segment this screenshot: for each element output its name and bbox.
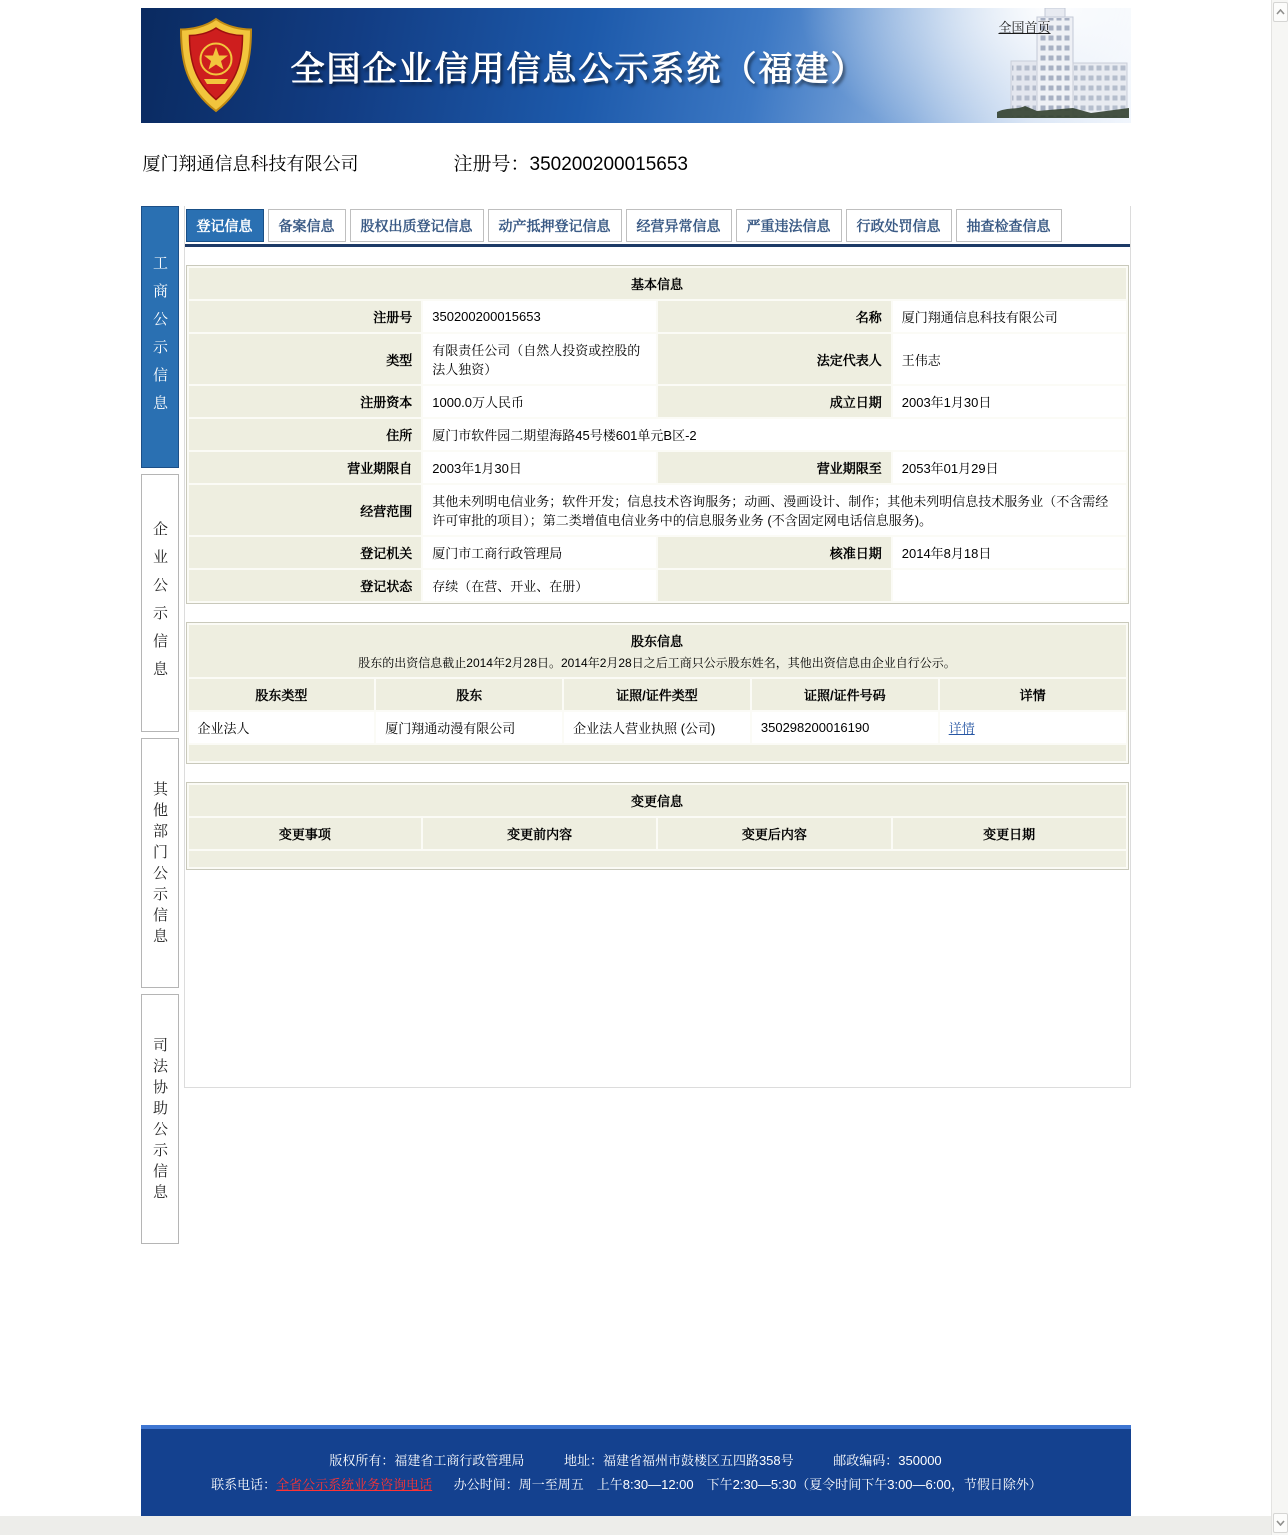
table-row: [189, 570, 1126, 601]
label-name: 名称: [658, 301, 891, 332]
empty-footer-cell: [189, 745, 1126, 761]
table-header-row: [189, 679, 1126, 710]
header-cert-no: 证照/证件号码: [752, 679, 938, 710]
tab-underline: [185, 244, 1130, 247]
table-empty-row: [189, 851, 1126, 867]
value-reg-no: 350200200015653: [423, 301, 656, 332]
table-row: [189, 712, 1126, 743]
shareholder-name: 厦门翔通动漫有限公司: [376, 712, 562, 743]
value-approval-date: 2014年8月18日: [893, 537, 1126, 568]
table-row: [189, 386, 1126, 417]
sidebar-item-qiye-gongshi[interactable]: 企业公示信息: [141, 474, 179, 732]
footer-consult-phone-link[interactable]: 全省公示系统业务咨询电话: [276, 1477, 433, 1492]
shareholder-detail-cell: [940, 712, 1126, 743]
footer-copyright: 版权所有：福建省工商行政管理局: [329, 1453, 525, 1468]
value-empty: [893, 570, 1126, 601]
detail-link[interactable]: 详情: [948, 721, 975, 736]
tab-xingzheng-chufa[interactable]: 行政处罚信息: [846, 209, 952, 242]
label-reg-no: 注册号: [189, 301, 422, 332]
page: [141, 0, 1131, 1516]
shareholder-type: 企业法人: [189, 712, 375, 743]
tab-bar: [185, 206, 1130, 242]
header-change-item: 变更事项: [189, 818, 422, 849]
tab-beian-xinxi[interactable]: 备案信息: [268, 209, 346, 242]
scroll-up-icon[interactable]: [1273, 2, 1288, 22]
header-detail: 详情: [940, 679, 1126, 710]
basic-info-table: [187, 266, 1128, 603]
table-row: [189, 334, 1126, 384]
header-cert-type: 证照/证件类型: [564, 679, 750, 710]
table-empty-row: [189, 745, 1126, 761]
value-term-from: 2003年1月30日: [423, 452, 656, 483]
footer-line-1: [141, 1450, 1131, 1469]
value-term-to: 2053年01月29日: [893, 452, 1126, 483]
value-address: 厦门市软件园二期望海路45号楼601单元B区-2: [423, 419, 1125, 450]
tab-dengji-xinxi[interactable]: 登记信息: [186, 209, 264, 242]
footer-line-2: [141, 1474, 1131, 1493]
footer-contact-label: 联系电话：: [211, 1477, 277, 1492]
value-reg-status: 存续（在营、开业、在册）: [423, 570, 656, 601]
value-type: 有限责任公司（自然人投资或控股的法人独资）: [423, 334, 656, 384]
scroll-down-icon[interactable]: [1273, 1513, 1288, 1533]
tab-guquan-chuzhi[interactable]: 股权出质登记信息: [350, 209, 484, 242]
basic-info-section: [186, 265, 1129, 604]
national-home-link[interactable]: 全国首页: [998, 20, 1051, 35]
table-header-row: [189, 818, 1126, 849]
tab-jingying-yichang[interactable]: 经营异常信息: [626, 209, 732, 242]
value-establish-date: 2003年1月30日: [893, 386, 1126, 417]
table-row: [189, 452, 1126, 483]
page-footer: [141, 1425, 1131, 1516]
label-business-scope: 经营范围: [189, 485, 422, 535]
value-reg-capital: 1000.0万人民币: [423, 386, 656, 417]
site-header: [141, 8, 1131, 123]
page-bottom-strip: [0, 1516, 1271, 1535]
change-info-section: [186, 782, 1129, 870]
header-before-content: 变更前内容: [423, 818, 656, 849]
label-establish-date: 成立日期: [658, 386, 891, 417]
shareholder-section: [186, 622, 1129, 764]
label-address: 住所: [189, 419, 422, 450]
shareholder-note: 股东的出资信息截止2014年2月28日。2014年2月28日之后工商只公示股东姓名，其他出资信息由企业自行公示。: [358, 656, 956, 670]
sidebar-item-sifa-xiezhu[interactable]: 司法协助公示信息: [141, 994, 179, 1244]
label-term-to: 营业期限至: [658, 452, 891, 483]
side-nav: [141, 206, 179, 1250]
table-row: [189, 419, 1126, 450]
header-after-content: 变更后内容: [658, 818, 891, 849]
footer-postcode: 邮政编码：350000: [833, 1453, 942, 1468]
label-empty: [658, 570, 891, 601]
shareholder-title-cell: [189, 625, 1126, 677]
shareholder-cert-type: 企业法人营业执照 (公司): [564, 712, 750, 743]
tab-choucha-jiancha[interactable]: 抽查检查信息: [956, 209, 1062, 242]
main-area: [141, 206, 1131, 1250]
change-info-table: [187, 783, 1128, 869]
footer-address: 地址：福建省福州市鼓楼区五四路358号: [563, 1453, 794, 1468]
header-shareholder: 股东: [376, 679, 562, 710]
site-title: 全国企业信用信息公示系统（福建）: [290, 50, 867, 88]
header-change-date: 变更日期: [893, 818, 1126, 849]
label-legal-rep: 法定代表人: [658, 334, 891, 384]
header-shareholder-type: 股东类型: [189, 679, 375, 710]
value-reg-authority: 厦门市工商行政管理局: [423, 537, 656, 568]
table-row: [189, 301, 1126, 332]
value-legal-rep: 王伟志: [893, 334, 1126, 384]
label-reg-capital: 注册资本: [189, 386, 422, 417]
label-approval-date: 核准日期: [658, 537, 891, 568]
change-info-title: 变更信息: [189, 785, 1126, 816]
tab-yanzhong-weifa[interactable]: 严重违法信息: [736, 209, 842, 242]
content-panel: [184, 206, 1131, 1088]
browser-scrollbar[interactable]: [1271, 0, 1288, 1535]
basic-info-title: 基本信息: [189, 268, 1126, 299]
company-bar: [141, 123, 1131, 206]
label-type: 类型: [189, 334, 422, 384]
empty-change-row: [189, 851, 1126, 867]
sidebar-item-qita-bumen[interactable]: 其他部门公示信息: [141, 738, 179, 988]
sidebar-item-gongshang-gongshi[interactable]: 工商公示信息: [141, 206, 179, 468]
national-emblem-icon: [177, 17, 255, 118]
registration-number: 注册号：350200200015653: [453, 154, 689, 175]
company-name: 厦门翔通信息科技有限公司: [142, 154, 359, 174]
tab-dongchan-diya[interactable]: 动产抵押登记信息: [488, 209, 622, 242]
label-reg-authority: 登记机关: [189, 537, 422, 568]
table-row: [189, 537, 1126, 568]
label-reg-status: 登记状态: [189, 570, 422, 601]
shareholder-table: [187, 623, 1128, 763]
shareholder-title: 股东信息: [630, 634, 683, 649]
value-business-scope: 其他未列明电信业务；软件开发；信息技术咨询服务；动画、漫画设计、制作；其他未列明信息技术服务业（不含需经许可审批的项目）；第二类增值电信业务中的信息服务业务 (不含固定网电话信息服务)。: [423, 485, 1125, 535]
value-name: 厦门翔通信息科技有限公司: [893, 301, 1126, 332]
label-term-from: 营业期限自: [189, 452, 422, 483]
shareholder-cert-no: 350298200016190: [752, 712, 938, 743]
table-row: [189, 485, 1126, 535]
footer-office-hours: 办公时间：周一至周五 上午8:30—12:00 下午2:30—5:30（夏令时间下午3:00—6:00，节假日除外）: [453, 1477, 1042, 1492]
